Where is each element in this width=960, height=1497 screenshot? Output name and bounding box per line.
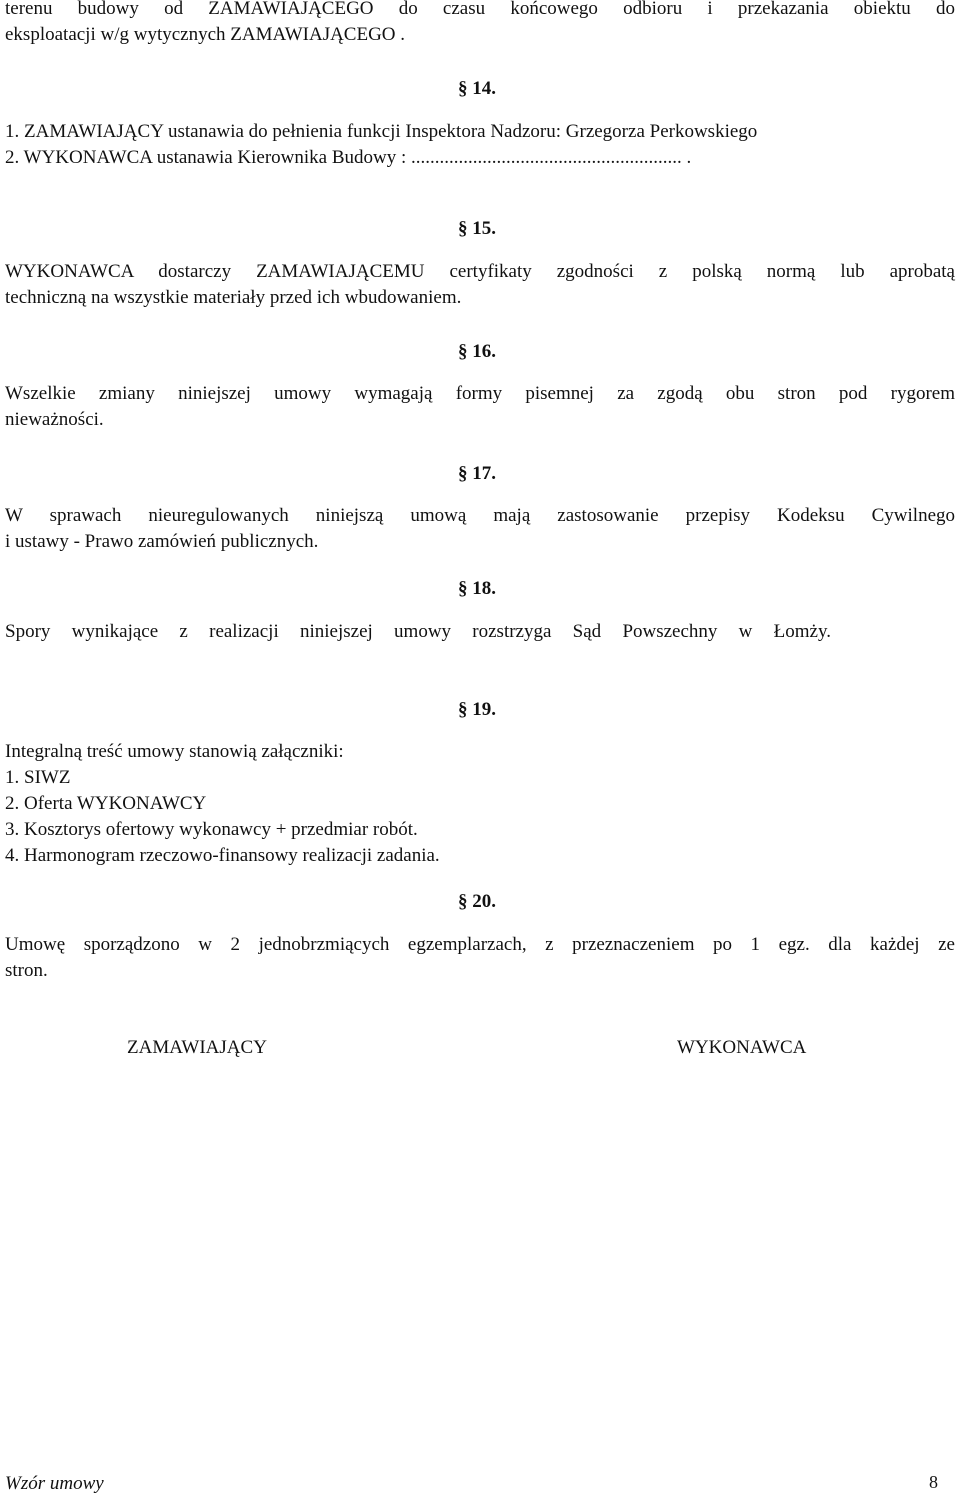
paragraph-15-line-1: WYKONAWCA dostarczy ZAMAWIAJĄCEMU certyfikaty zgodności z polską normą lub aprobatą xyxy=(5,261,955,282)
attachment-item: 1. SIWZ xyxy=(5,767,71,788)
attachment-item: 3. Kosztorys ofertowy wykonawcy + przedmiar robót. xyxy=(5,819,418,840)
page-number: 8 xyxy=(929,1472,938,1492)
paragraph-19-heading: § 19. xyxy=(458,699,496,720)
signature-label-contractor: WYKONAWCA xyxy=(677,1037,807,1058)
attachment-item: 2. Oferta WYKONAWCY xyxy=(5,793,207,814)
footer-label: Wzór umowy xyxy=(5,1473,104,1494)
paragraph-20-line-2: stron. xyxy=(5,960,48,981)
attachments-intro: Integralną treść umowy stanowią załączniki: xyxy=(5,741,344,762)
paragraph-14-item-1: 1. ZAMAWIAJĄCY ustanawia do pełnienia funkcji Inspektora Nadzoru: Grzegorza Perkowskiego xyxy=(5,121,758,142)
paragraph-14-item-2: 2. WYKONAWCA ustanawia Kierownika Budowy : ......................................................... . xyxy=(5,147,692,168)
signature-label-ordering-party: ZAMAWIAJĄCY xyxy=(127,1037,267,1058)
paragraph-16-line-1: Wszelkie zmiany niniejszej umowy wymagają formy pisemnej za zgodą obu stron pod rygorem xyxy=(5,383,955,404)
continuation-line-2: eksploatacji w/g wytycznych ZAMAWIAJĄCEGO . xyxy=(5,24,406,45)
paragraph-17-heading: § 17. xyxy=(458,463,496,484)
paragraph-17-line-1: W sprawach nieuregulowanych niniejszą umową mają zastosowanie przepisy Kodeksu Cywilnego xyxy=(5,505,955,526)
paragraph-14-heading: § 14. xyxy=(458,78,496,99)
paragraph-17-line-2: i ustawy - Prawo zamówień publicznych. xyxy=(5,531,319,552)
paragraph-16-heading: § 16. xyxy=(458,341,496,362)
attachment-item: 4. Harmonogram rzeczowo-finansowy realizacji zadania. xyxy=(5,845,440,866)
paragraph-16-line-2: nieważności. xyxy=(5,409,104,430)
paragraph-20-line-1: Umowę sporządzono w 2 jednobrzmiących egzemplarzach, z przeznaczeniem po 1 egz. dla każdej ze xyxy=(5,934,955,955)
paragraph-18-line-1: Spory wynikające z realizacji niniejszej umowy rozstrzyga Sąd Powszechny w Łomży. xyxy=(5,621,831,642)
continuation-line-1: terenu budowy od ZAMAWIAJĄCEGO do czasu końcowego odbioru i przekazania obiektu do xyxy=(5,0,955,19)
paragraph-15-line-2: techniczną na wszystkie materiały przed ich wbudowaniem. xyxy=(5,287,462,308)
paragraph-15-heading: § 15. xyxy=(458,218,496,239)
paragraph-18-heading: § 18. xyxy=(458,578,496,599)
paragraph-20-heading: § 20. xyxy=(458,891,496,912)
